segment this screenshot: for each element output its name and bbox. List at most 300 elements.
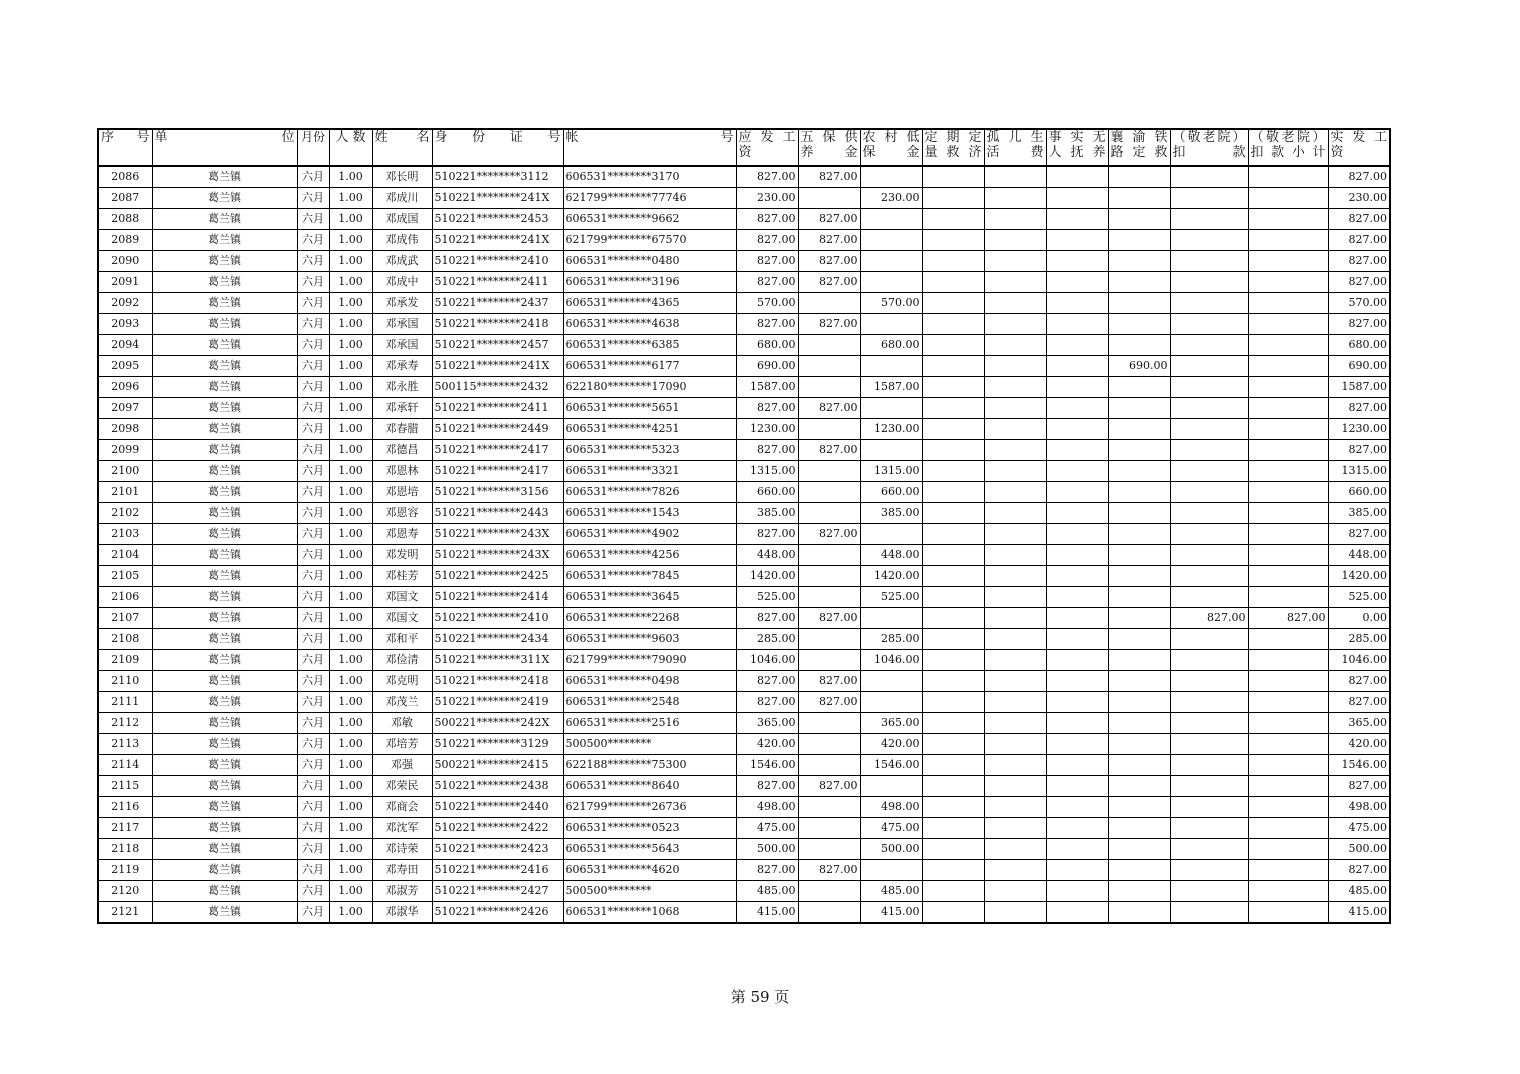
wubao-cell bbox=[798, 629, 860, 650]
header-shishi bbox=[1046, 129, 1108, 166]
dibao-cell: 660.00 bbox=[860, 482, 922, 503]
dibao-cell: 1315.00 bbox=[860, 461, 922, 482]
name-cell: 邓恩培 bbox=[372, 482, 432, 503]
wubao-cell: 827.00 bbox=[798, 440, 860, 461]
id-cell: 510221********2434 bbox=[432, 629, 563, 650]
jly-subtotal-cell bbox=[1248, 272, 1328, 293]
jly-subtotal-cell bbox=[1248, 566, 1328, 587]
dibao-cell bbox=[860, 440, 922, 461]
id-cell: 510221********2414 bbox=[432, 587, 563, 608]
jly-deduct-cell bbox=[1170, 419, 1248, 440]
dingliang-cell bbox=[922, 629, 984, 650]
count-cell: 1.00 bbox=[329, 251, 372, 272]
account-cell: 606531********2548 bbox=[563, 692, 736, 713]
wubao-cell bbox=[798, 902, 860, 924]
name-cell: 邓永胜 bbox=[372, 377, 432, 398]
shishi-cell bbox=[1046, 692, 1108, 713]
count-cell: 1.00 bbox=[329, 839, 372, 860]
jly-deduct-cell bbox=[1170, 251, 1248, 272]
header-id-d: 号 bbox=[547, 130, 561, 145]
shishi-cell bbox=[1046, 545, 1108, 566]
gross-cell: 827.00 bbox=[736, 398, 798, 419]
jly-subtotal-cell bbox=[1248, 209, 1328, 230]
guer-cell bbox=[984, 671, 1046, 692]
jly-deduct-cell bbox=[1170, 545, 1248, 566]
dingliang-cell bbox=[922, 482, 984, 503]
jly-deduct-cell bbox=[1170, 524, 1248, 545]
account-cell: 606531********5323 bbox=[563, 440, 736, 461]
month-cell: 六月 bbox=[297, 734, 329, 755]
header-id-c: 证 bbox=[509, 130, 523, 145]
month-cell: 六月 bbox=[297, 209, 329, 230]
wubao-cell: 827.00 bbox=[798, 166, 860, 188]
id-cell: 510221********2438 bbox=[432, 776, 563, 797]
table-row bbox=[98, 230, 1390, 251]
dibao-cell bbox=[860, 398, 922, 419]
unit-cell: 葛兰镇 bbox=[152, 671, 297, 692]
dibao-cell bbox=[860, 671, 922, 692]
jly-subtotal-cell bbox=[1248, 251, 1328, 272]
gross-cell: 1420.00 bbox=[736, 566, 798, 587]
jly-deduct-cell bbox=[1170, 503, 1248, 524]
id-cell: 510221********2440 bbox=[432, 797, 563, 818]
dingliang-cell bbox=[922, 818, 984, 839]
name-cell: 邓承发 bbox=[372, 293, 432, 314]
dingliang-cell bbox=[922, 713, 984, 734]
header-gross-label: 应 发 工 资 bbox=[738, 130, 796, 160]
count-cell: 1.00 bbox=[329, 755, 372, 776]
header-xiangyu-label: 襄 渝 铁 路 定 救 bbox=[1110, 130, 1168, 160]
xiangyu-cell bbox=[1108, 377, 1170, 398]
id-cell: 510221********2419 bbox=[432, 692, 563, 713]
header-jly-subtotal bbox=[1248, 129, 1328, 166]
count-cell: 1.00 bbox=[329, 734, 372, 755]
dibao-cell bbox=[860, 692, 922, 713]
shishi-cell bbox=[1046, 461, 1108, 482]
dingliang-cell bbox=[922, 398, 984, 419]
month-cell: 六月 bbox=[297, 293, 329, 314]
net-cell: 827.00 bbox=[1328, 440, 1390, 461]
unit-cell: 葛兰镇 bbox=[152, 734, 297, 755]
account-cell: 621799********79090 bbox=[563, 650, 736, 671]
header-dibao-label: 农 村 低 保 金 bbox=[862, 130, 920, 160]
dibao-cell bbox=[860, 860, 922, 881]
gross-cell: 485.00 bbox=[736, 881, 798, 902]
guer-cell bbox=[984, 335, 1046, 356]
xiangyu-cell bbox=[1108, 797, 1170, 818]
month-cell: 六月 bbox=[297, 671, 329, 692]
month-cell: 六月 bbox=[297, 839, 329, 860]
guer-cell bbox=[984, 629, 1046, 650]
unit-cell: 葛兰镇 bbox=[152, 314, 297, 335]
account-cell: 606531********5643 bbox=[563, 839, 736, 860]
account-cell: 606531********4902 bbox=[563, 524, 736, 545]
guer-cell bbox=[984, 251, 1046, 272]
id-cell: 510221********2410 bbox=[432, 251, 563, 272]
unit-cell: 葛兰镇 bbox=[152, 545, 297, 566]
count-cell: 1.00 bbox=[329, 902, 372, 924]
table-row bbox=[98, 566, 1390, 587]
header-name-split bbox=[375, 130, 430, 145]
xiangyu-cell bbox=[1108, 166, 1170, 188]
id-cell: 510221********3129 bbox=[432, 734, 563, 755]
shishi-cell bbox=[1046, 776, 1108, 797]
wubao-cell bbox=[798, 818, 860, 839]
seq-cell: 2086 bbox=[98, 166, 152, 188]
seq-cell: 2094 bbox=[98, 335, 152, 356]
name-cell: 邓茂兰 bbox=[372, 692, 432, 713]
header-count bbox=[329, 129, 372, 166]
account-cell: 606531********4365 bbox=[563, 293, 736, 314]
net-cell: 690.00 bbox=[1328, 356, 1390, 377]
seq-cell: 2119 bbox=[98, 860, 152, 881]
net-cell: 827.00 bbox=[1328, 692, 1390, 713]
wubao-cell bbox=[798, 482, 860, 503]
dibao-cell: 1046.00 bbox=[860, 650, 922, 671]
header-jly-deduct-label: （敬老院）扣 款 bbox=[1172, 130, 1246, 160]
net-cell: 680.00 bbox=[1328, 335, 1390, 356]
page-number: 第 59 页 bbox=[730, 988, 790, 1006]
count-cell: 1.00 bbox=[329, 881, 372, 902]
unit-cell: 葛兰镇 bbox=[152, 587, 297, 608]
jly-subtotal-cell bbox=[1248, 503, 1328, 524]
jly-deduct-cell: 827.00 bbox=[1170, 608, 1248, 629]
dibao-cell bbox=[860, 608, 922, 629]
dibao-cell bbox=[860, 776, 922, 797]
table-row bbox=[98, 272, 1390, 293]
name-cell: 邓恩林 bbox=[372, 461, 432, 482]
dingliang-cell bbox=[922, 251, 984, 272]
dingliang-cell bbox=[922, 377, 984, 398]
gross-cell: 1046.00 bbox=[736, 650, 798, 671]
guer-cell bbox=[984, 713, 1046, 734]
xiangyu-cell bbox=[1108, 461, 1170, 482]
count-cell: 1.00 bbox=[329, 398, 372, 419]
unit-cell: 葛兰镇 bbox=[152, 755, 297, 776]
guer-cell bbox=[984, 776, 1046, 797]
header-dibao bbox=[860, 129, 922, 166]
count-cell: 1.00 bbox=[329, 335, 372, 356]
xiangyu-cell bbox=[1108, 503, 1170, 524]
dibao-cell: 285.00 bbox=[860, 629, 922, 650]
table-row bbox=[98, 734, 1390, 755]
header-account bbox=[563, 129, 736, 166]
header-gross bbox=[736, 129, 798, 166]
table-row bbox=[98, 377, 1390, 398]
xiangyu-cell bbox=[1108, 818, 1170, 839]
jly-deduct-cell bbox=[1170, 881, 1248, 902]
xiangyu-cell bbox=[1108, 272, 1170, 293]
net-cell: 1046.00 bbox=[1328, 650, 1390, 671]
dingliang-cell bbox=[922, 419, 984, 440]
shishi-cell bbox=[1046, 881, 1108, 902]
shishi-cell bbox=[1046, 335, 1108, 356]
unit-cell: 葛兰镇 bbox=[152, 776, 297, 797]
table-row bbox=[98, 314, 1390, 335]
table-row bbox=[98, 755, 1390, 776]
account-cell: 606531********8640 bbox=[563, 776, 736, 797]
count-cell: 1.00 bbox=[329, 293, 372, 314]
count-cell: 1.00 bbox=[329, 419, 372, 440]
seq-cell: 2117 bbox=[98, 818, 152, 839]
name-cell: 邓诗荣 bbox=[372, 839, 432, 860]
shishi-cell bbox=[1046, 272, 1108, 293]
table-row bbox=[98, 419, 1390, 440]
jly-deduct-cell bbox=[1170, 692, 1248, 713]
gross-cell: 415.00 bbox=[736, 902, 798, 924]
wubao-cell: 827.00 bbox=[798, 608, 860, 629]
name-cell: 邓成川 bbox=[372, 188, 432, 209]
xiangyu-cell bbox=[1108, 188, 1170, 209]
guer-cell bbox=[984, 440, 1046, 461]
dibao-cell: 525.00 bbox=[860, 587, 922, 608]
net-cell: 570.00 bbox=[1328, 293, 1390, 314]
count-cell: 1.00 bbox=[329, 188, 372, 209]
seq-cell: 2111 bbox=[98, 692, 152, 713]
unit-cell: 葛兰镇 bbox=[152, 503, 297, 524]
unit-cell: 葛兰镇 bbox=[152, 166, 297, 188]
count-cell: 1.00 bbox=[329, 566, 372, 587]
wubao-cell: 827.00 bbox=[798, 671, 860, 692]
gross-cell: 827.00 bbox=[736, 251, 798, 272]
jly-deduct-cell bbox=[1170, 566, 1248, 587]
jly-subtotal-cell bbox=[1248, 881, 1328, 902]
gross-cell: 1230.00 bbox=[736, 419, 798, 440]
unit-cell: 葛兰镇 bbox=[152, 188, 297, 209]
count-cell: 1.00 bbox=[329, 209, 372, 230]
account-cell: 622180********17090 bbox=[563, 377, 736, 398]
jly-subtotal-cell bbox=[1248, 293, 1328, 314]
wubao-cell bbox=[798, 839, 860, 860]
gross-cell: 475.00 bbox=[736, 818, 798, 839]
shishi-cell bbox=[1046, 629, 1108, 650]
jly-subtotal-cell bbox=[1248, 377, 1328, 398]
dibao-cell: 570.00 bbox=[860, 293, 922, 314]
wubao-cell bbox=[798, 377, 860, 398]
seq-cell: 2096 bbox=[98, 377, 152, 398]
net-cell: 660.00 bbox=[1328, 482, 1390, 503]
month-cell: 六月 bbox=[297, 272, 329, 293]
dingliang-cell bbox=[922, 650, 984, 671]
account-cell: 606531********3170 bbox=[563, 166, 736, 188]
net-cell: 827.00 bbox=[1328, 860, 1390, 881]
net-cell: 1420.00 bbox=[1328, 566, 1390, 587]
jly-deduct-cell bbox=[1170, 797, 1248, 818]
dingliang-cell bbox=[922, 272, 984, 293]
id-cell: 510221********2417 bbox=[432, 440, 563, 461]
month-cell: 六月 bbox=[297, 461, 329, 482]
gross-cell: 365.00 bbox=[736, 713, 798, 734]
dingliang-cell bbox=[922, 293, 984, 314]
account-cell: 606531********0498 bbox=[563, 671, 736, 692]
header-month bbox=[297, 129, 329, 166]
name-cell: 邓和平 bbox=[372, 629, 432, 650]
shishi-cell bbox=[1046, 860, 1108, 881]
account-cell: 621799********26736 bbox=[563, 797, 736, 818]
header-xiangyu bbox=[1108, 129, 1170, 166]
account-cell: 622188********75300 bbox=[563, 755, 736, 776]
net-cell: 0.00 bbox=[1328, 608, 1390, 629]
xiangyu-cell bbox=[1108, 587, 1170, 608]
unit-cell: 葛兰镇 bbox=[152, 230, 297, 251]
net-cell: 365.00 bbox=[1328, 713, 1390, 734]
account-cell: 606531********9662 bbox=[563, 209, 736, 230]
shishi-cell bbox=[1046, 608, 1108, 629]
count-cell: 1.00 bbox=[329, 650, 372, 671]
month-cell: 六月 bbox=[297, 818, 329, 839]
gross-cell: 827.00 bbox=[736, 440, 798, 461]
seq-cell: 2120 bbox=[98, 881, 152, 902]
unit-cell: 葛兰镇 bbox=[152, 818, 297, 839]
seq-cell: 2093 bbox=[98, 314, 152, 335]
header-net bbox=[1328, 129, 1390, 166]
jly-deduct-cell bbox=[1170, 629, 1248, 650]
count-cell: 1.00 bbox=[329, 482, 372, 503]
xiangyu-cell bbox=[1108, 482, 1170, 503]
guer-cell bbox=[984, 209, 1046, 230]
table-row bbox=[98, 251, 1390, 272]
id-cell: 510221********2410 bbox=[432, 608, 563, 629]
name-cell: 邓承轩 bbox=[372, 398, 432, 419]
jly-subtotal-cell bbox=[1248, 230, 1328, 251]
month-cell: 六月 bbox=[297, 230, 329, 251]
dibao-cell: 1546.00 bbox=[860, 755, 922, 776]
wubao-cell: 827.00 bbox=[798, 314, 860, 335]
seq-cell: 2118 bbox=[98, 839, 152, 860]
account-cell: 500500******** bbox=[563, 881, 736, 902]
jly-deduct-cell bbox=[1170, 230, 1248, 251]
jly-deduct-cell bbox=[1170, 398, 1248, 419]
header-id bbox=[432, 129, 563, 166]
dibao-cell: 230.00 bbox=[860, 188, 922, 209]
id-cell: 510221********2425 bbox=[432, 566, 563, 587]
jly-subtotal-cell bbox=[1248, 755, 1328, 776]
month-cell: 六月 bbox=[297, 335, 329, 356]
id-cell: 510221********241X bbox=[432, 230, 563, 251]
guer-cell bbox=[984, 839, 1046, 860]
seq-cell: 2121 bbox=[98, 902, 152, 924]
net-cell: 230.00 bbox=[1328, 188, 1390, 209]
net-cell: 827.00 bbox=[1328, 398, 1390, 419]
shishi-cell bbox=[1046, 818, 1108, 839]
dibao-cell bbox=[860, 251, 922, 272]
seq-cell: 2114 bbox=[98, 755, 152, 776]
shishi-cell bbox=[1046, 524, 1108, 545]
gross-cell: 680.00 bbox=[736, 335, 798, 356]
count-cell: 1.00 bbox=[329, 776, 372, 797]
gross-cell: 500.00 bbox=[736, 839, 798, 860]
id-cell: 510221********3156 bbox=[432, 482, 563, 503]
id-cell: 500115********2432 bbox=[432, 377, 563, 398]
gross-cell: 827.00 bbox=[736, 524, 798, 545]
shishi-cell bbox=[1046, 209, 1108, 230]
name-cell: 邓国文 bbox=[372, 608, 432, 629]
dingliang-cell bbox=[922, 692, 984, 713]
guer-cell bbox=[984, 587, 1046, 608]
wubao-cell: 827.00 bbox=[798, 209, 860, 230]
id-cell: 510221********241X bbox=[432, 188, 563, 209]
name-cell: 邓成国 bbox=[372, 209, 432, 230]
dingliang-cell bbox=[922, 440, 984, 461]
jly-subtotal-cell bbox=[1248, 797, 1328, 818]
xiangyu-cell bbox=[1108, 209, 1170, 230]
account-cell: 606531********6177 bbox=[563, 356, 736, 377]
month-cell: 六月 bbox=[297, 440, 329, 461]
id-cell: 510221********2411 bbox=[432, 272, 563, 293]
dibao-cell: 500.00 bbox=[860, 839, 922, 860]
shishi-cell bbox=[1046, 713, 1108, 734]
shishi-cell bbox=[1046, 797, 1108, 818]
unit-cell: 葛兰镇 bbox=[152, 860, 297, 881]
count-cell: 1.00 bbox=[329, 314, 372, 335]
net-cell: 827.00 bbox=[1328, 671, 1390, 692]
shishi-cell bbox=[1046, 440, 1108, 461]
dibao-cell: 420.00 bbox=[860, 734, 922, 755]
seq-cell: 2087 bbox=[98, 188, 152, 209]
account-cell: 606531********1068 bbox=[563, 902, 736, 924]
account-cell: 606531********2268 bbox=[563, 608, 736, 629]
net-cell: 485.00 bbox=[1328, 881, 1390, 902]
gross-cell: 1315.00 bbox=[736, 461, 798, 482]
header-unit-a: 单 bbox=[154, 130, 168, 145]
xiangyu-cell bbox=[1108, 692, 1170, 713]
dingliang-cell bbox=[922, 671, 984, 692]
gross-cell: 827.00 bbox=[736, 209, 798, 230]
wubao-cell: 827.00 bbox=[798, 860, 860, 881]
xiangyu-cell bbox=[1108, 251, 1170, 272]
table-row bbox=[98, 166, 1390, 188]
dingliang-cell bbox=[922, 188, 984, 209]
id-cell: 510221********2427 bbox=[432, 881, 563, 902]
jly-subtotal-cell bbox=[1248, 860, 1328, 881]
unit-cell: 葛兰镇 bbox=[152, 335, 297, 356]
xiangyu-cell bbox=[1108, 839, 1170, 860]
jly-deduct-cell bbox=[1170, 860, 1248, 881]
table-row bbox=[98, 440, 1390, 461]
dingliang-cell bbox=[922, 524, 984, 545]
name-cell: 邓强 bbox=[372, 755, 432, 776]
name-cell: 邓沈军 bbox=[372, 818, 432, 839]
id-cell: 510221********243X bbox=[432, 524, 563, 545]
month-cell: 六月 bbox=[297, 251, 329, 272]
count-cell: 1.00 bbox=[329, 461, 372, 482]
wubao-cell bbox=[798, 797, 860, 818]
month-cell: 六月 bbox=[297, 797, 329, 818]
jly-deduct-cell bbox=[1170, 713, 1248, 734]
jly-deduct-cell bbox=[1170, 461, 1248, 482]
seq-cell: 2089 bbox=[98, 230, 152, 251]
dibao-cell: 385.00 bbox=[860, 503, 922, 524]
dingliang-cell bbox=[922, 734, 984, 755]
count-cell: 1.00 bbox=[329, 524, 372, 545]
month-cell: 六月 bbox=[297, 503, 329, 524]
dibao-cell bbox=[860, 272, 922, 293]
jly-subtotal-cell bbox=[1248, 188, 1328, 209]
name-cell: 邓培芳 bbox=[372, 734, 432, 755]
account-cell: 606531********3645 bbox=[563, 587, 736, 608]
dibao-cell bbox=[860, 166, 922, 188]
table-row bbox=[98, 356, 1390, 377]
id-cell: 510221********2422 bbox=[432, 818, 563, 839]
wubao-cell bbox=[798, 734, 860, 755]
dingliang-cell bbox=[922, 461, 984, 482]
gross-cell: 1587.00 bbox=[736, 377, 798, 398]
month-cell: 六月 bbox=[297, 545, 329, 566]
name-cell: 邓承国 bbox=[372, 335, 432, 356]
dibao-cell: 1587.00 bbox=[860, 377, 922, 398]
month-cell: 六月 bbox=[297, 776, 329, 797]
xiangyu-cell bbox=[1108, 608, 1170, 629]
